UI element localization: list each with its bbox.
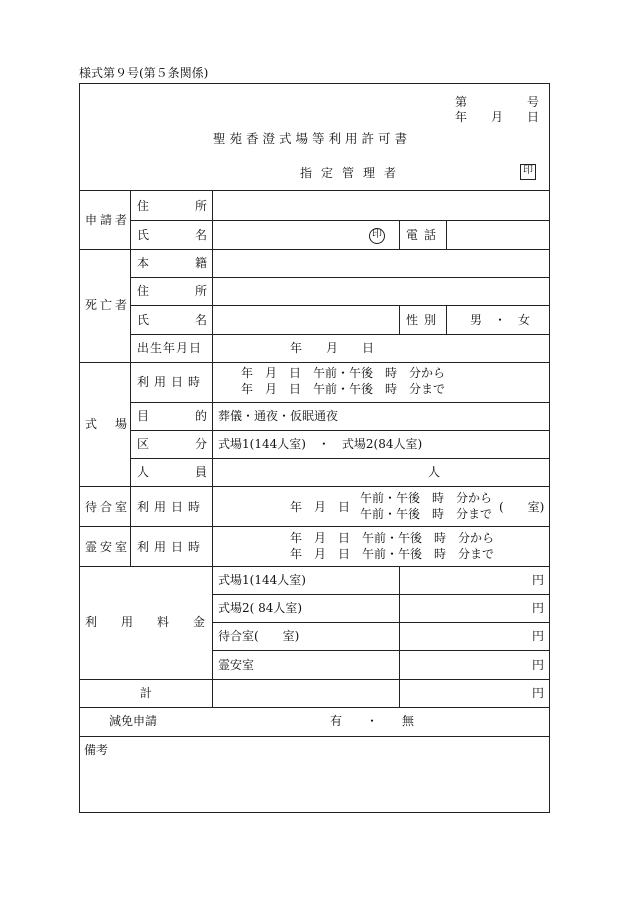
ceremony-hall-division-options[interactable]: 式場1(144人室) ・ 式場2(84人室) bbox=[218, 437, 423, 451]
fee-item-unit: 円 bbox=[532, 573, 545, 587]
fees-group-label: 利 用 料 金 bbox=[85, 615, 205, 629]
ceremony-hall-use-to[interactable]: 年 月 日 午前・午後 時 分まで bbox=[241, 382, 446, 396]
column-divider bbox=[212, 190, 213, 707]
applicant-group-label: 申請者 bbox=[85, 213, 131, 227]
applicant-seal-icon: 印 bbox=[369, 228, 385, 244]
column-divider bbox=[399, 566, 400, 707]
column-divider bbox=[399, 220, 400, 249]
column-divider bbox=[446, 220, 447, 249]
ceremony-hall-purpose-label: 目 的 bbox=[137, 409, 207, 423]
row-divider bbox=[79, 249, 550, 250]
ceremony-hall-group-label: 式 場 bbox=[85, 417, 131, 431]
row-divider bbox=[79, 362, 550, 363]
mortuary-group-label: 霊安室 bbox=[85, 540, 131, 554]
waiting-room-datetime-label: 利用日時 bbox=[137, 500, 206, 514]
waiting-room-number[interactable]: ( 室) bbox=[499, 500, 545, 514]
ceremony-hall-attendees-unit: 人 bbox=[428, 465, 441, 479]
row-divider bbox=[79, 736, 550, 737]
row-divider bbox=[212, 594, 550, 595]
exemption-label: 減免申請 bbox=[109, 714, 158, 728]
form-number-label: 様式第９号(第５条関係) bbox=[79, 66, 209, 80]
total-unit: 円 bbox=[532, 686, 545, 700]
remarks-label: 備考 bbox=[84, 743, 109, 757]
row-divider bbox=[130, 305, 550, 306]
ceremony-hall-division-label: 区 分 bbox=[137, 437, 207, 451]
remarks-field[interactable] bbox=[84, 760, 544, 808]
row-divider bbox=[79, 566, 550, 567]
applicant-phone-label: 電話 bbox=[406, 228, 443, 242]
column-divider bbox=[399, 305, 400, 334]
ceremony-hall-attendees-label: 人 員 bbox=[137, 465, 207, 479]
permit-number-label: 第 号 bbox=[455, 95, 540, 109]
ceremony-hall-datetime-label: 利用日時 bbox=[137, 375, 206, 389]
deceased-dob-label: 出生年月日 bbox=[137, 341, 203, 355]
deceased-dob-field[interactable]: 年 月 日 bbox=[290, 341, 375, 355]
deceased-name-label: 氏 名 bbox=[137, 313, 207, 327]
column-divider bbox=[130, 190, 131, 566]
row-divider bbox=[79, 707, 550, 708]
fee-item-label: 式場1(144人室) bbox=[218, 573, 306, 587]
exemption-options[interactable]: 有 ・ 無 bbox=[330, 714, 415, 728]
total-label: 計 bbox=[140, 686, 153, 700]
row-divider bbox=[212, 622, 550, 623]
manager-seal-icon: 印 bbox=[520, 164, 536, 180]
deceased-gender-options[interactable]: 男 ・ 女 bbox=[470, 313, 531, 327]
mortuary-use-to[interactable]: 年 月 日 午前・午後 時 分まで bbox=[290, 547, 495, 561]
row-divider bbox=[130, 220, 550, 221]
fee-item-label: 霊安室 bbox=[218, 658, 255, 672]
row-divider bbox=[130, 458, 550, 459]
fee-item-unit: 円 bbox=[532, 629, 545, 643]
fee-item-label: 待合室( 室) bbox=[218, 629, 300, 643]
issue-date-label: 年 月 日 bbox=[455, 110, 540, 124]
row-divider bbox=[79, 486, 550, 487]
waiting-room-date[interactable]: 年 月 日 bbox=[290, 500, 351, 514]
mortuary-use-from[interactable]: 年 月 日 午前・午後 時 分から bbox=[290, 531, 495, 545]
fee-item-label: 式場2( 84人室) bbox=[218, 601, 303, 615]
row-divider bbox=[130, 277, 550, 278]
mortuary-datetime-label: 利用日時 bbox=[137, 540, 206, 554]
row-divider bbox=[79, 526, 550, 527]
form-title: 聖苑香澄式場等利用許可書 bbox=[213, 131, 412, 146]
row-divider bbox=[79, 190, 550, 191]
waiting-room-from[interactable]: 午前・午後 時 分から bbox=[360, 491, 493, 505]
fee-item-unit: 円 bbox=[532, 658, 545, 672]
row-divider bbox=[79, 679, 550, 680]
waiting-room-group-label: 待合室 bbox=[85, 500, 131, 514]
column-divider bbox=[446, 305, 447, 334]
row-divider bbox=[130, 430, 550, 431]
deceased-domicile-label: 本 籍 bbox=[137, 256, 207, 270]
ceremony-hall-purpose-options[interactable]: 葬儀・通夜・仮眠通夜 bbox=[218, 409, 339, 423]
row-divider bbox=[130, 334, 550, 335]
row-divider bbox=[130, 402, 550, 403]
designated-manager-label: 指定管理者 bbox=[300, 166, 406, 180]
deceased-gender-label: 性別 bbox=[406, 313, 443, 327]
applicant-name-label: 氏 名 bbox=[137, 228, 207, 242]
deceased-address-label: 住 所 bbox=[137, 284, 207, 298]
deceased-group-label: 死亡者 bbox=[85, 298, 131, 312]
ceremony-hall-use-from[interactable]: 年 月 日 午前・午後 時 分から bbox=[241, 366, 446, 380]
waiting-room-to[interactable]: 午前・午後 時 分まで bbox=[360, 507, 493, 521]
applicant-address-label: 住 所 bbox=[137, 199, 207, 213]
row-divider bbox=[212, 650, 550, 651]
fee-item-unit: 円 bbox=[532, 601, 545, 615]
